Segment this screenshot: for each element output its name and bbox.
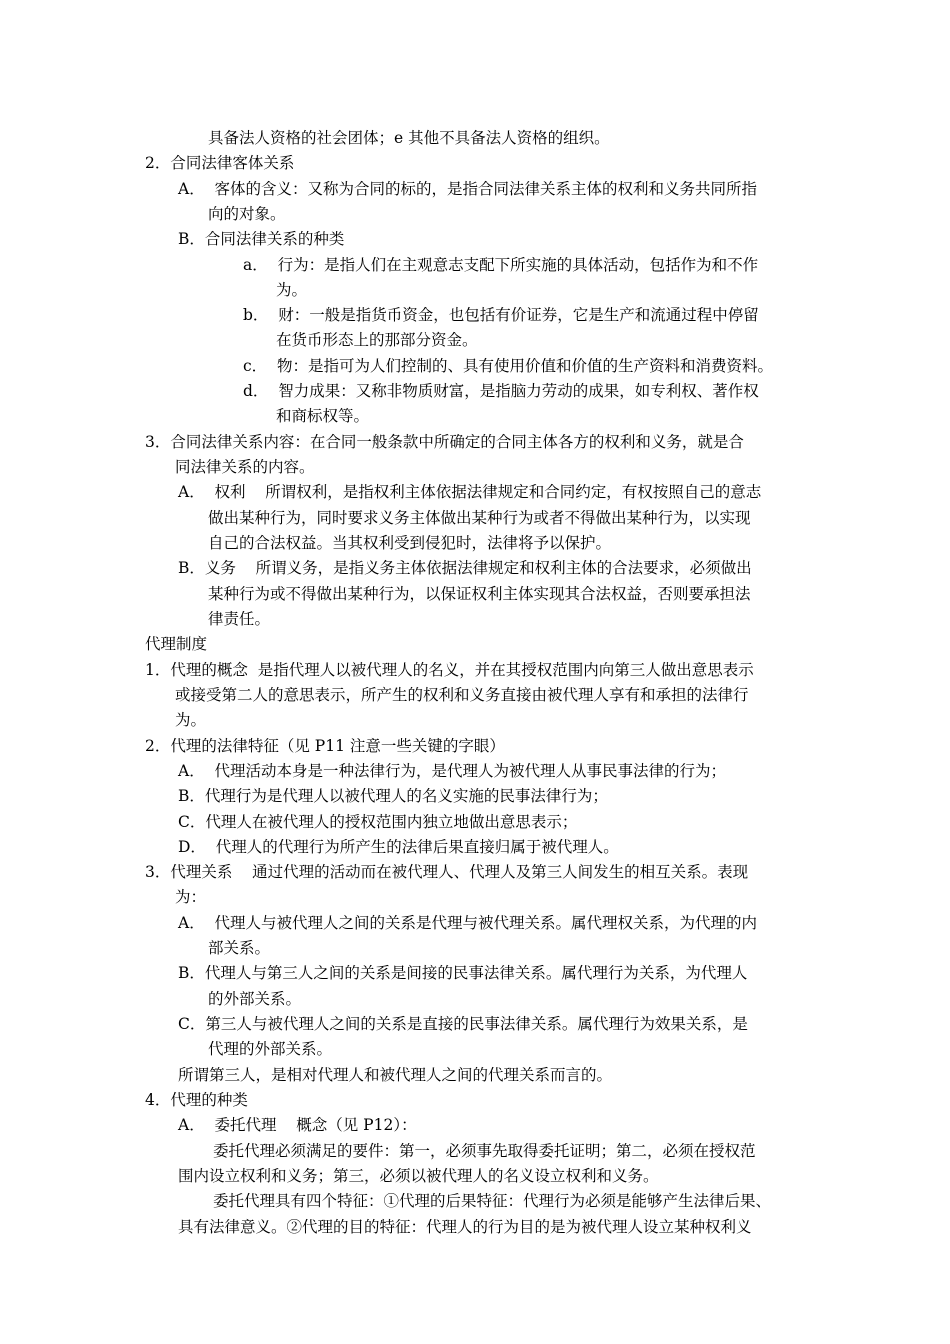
chapter-heading: 代理制度 bbox=[145, 635, 208, 653]
list-item: D． 代理人的代理行为所产生的法律后果直接归属于被代理人。 bbox=[178, 838, 619, 856]
text-line: 部关系。 bbox=[208, 939, 271, 957]
list-item: A． 委托代理 概念（见 P12）： bbox=[178, 1116, 417, 1134]
text-line: 做出某种行为，同时要求义务主体做出某种行为或者不得做出某种行为，以实现 bbox=[208, 509, 751, 527]
list-item: B．代理行为是代理人以被代理人的名义实施的民事法律行为； bbox=[178, 787, 608, 805]
section-heading: 3．合同法律关系内容：在合同一般条款中所确定的合同主体各方的权利和义务，就是合 bbox=[145, 433, 744, 451]
list-item: C．第三人与被代理人之间的关系是直接的民事法律关系。属代理行为效果关系，是 bbox=[178, 1015, 748, 1033]
text-line: 在货币形态上的那部分资金。 bbox=[276, 331, 478, 349]
list-item: A． 权利 所谓权利，是指权利主体依据法律规定和合同约定，有权按照自己的意志 bbox=[178, 483, 762, 501]
section-heading: 2．代理的法律特征（见 P11 注意一些关键的字眼） bbox=[145, 737, 505, 755]
section-heading: 2．合同法律客体关系 bbox=[145, 154, 295, 172]
text-line: 向的对象。 bbox=[208, 205, 286, 223]
section-heading: 1．代理的概念 是指代理人以被代理人的名义，并在其授权范围内向第三人做出意思表示 bbox=[145, 661, 754, 679]
text-line: 委托代理具有四个特征：①代理的后果特征：代理行为必须是能够产生法律后果、 bbox=[213, 1192, 772, 1210]
list-item: d． 智力成果：又称非物质财富，是指脑力劳动的成果，如专利权、著作权 bbox=[243, 382, 759, 400]
text-line: 为。 bbox=[175, 711, 207, 729]
text-line: 围内设立权利和义务；第三，必须以被代理人的名义设立权利和义务。 bbox=[178, 1167, 659, 1185]
list-item: c． 物：是指可为人们控制的、具有使用价值和价值的生产资料和消费资料。 bbox=[243, 357, 774, 375]
list-item: B．代理人与第三人之间的关系是间接的民事法律关系。属代理行为关系，为代理人 bbox=[178, 964, 748, 982]
text-line: 或接受第二人的意思表示，所产生的权利和义务直接由被代理人享有和承担的法律行 bbox=[175, 686, 749, 704]
text-line: 同法律关系的内容。 bbox=[175, 458, 315, 476]
list-item: B．义务 所谓义务，是指义务主体依据法律规定和权利主体的合法要求，必须做出 bbox=[178, 559, 752, 577]
text-line: 具有法律意义。②代理的目的特征：代理人的行为目的是为被代理人设立某种权利义 bbox=[178, 1218, 752, 1236]
text-line: 的外部关系。 bbox=[208, 990, 302, 1008]
text-line: 为。 bbox=[276, 281, 308, 299]
text-line: 和商标权等。 bbox=[276, 407, 370, 425]
text-line: 某种行为或不得做出某种行为，以保证权利主体实现其合法权益，否则要承担法 bbox=[208, 585, 751, 603]
list-item: A． 客体的含义：又称为合同的标的，是指合同法律关系主体的权利和义务共同所指 bbox=[178, 180, 758, 198]
list-item: A． 代理人与被代理人之间的关系是代理与被代理关系。属代理权关系，为代理的内 bbox=[178, 914, 758, 932]
section-heading: 4．代理的种类 bbox=[145, 1091, 248, 1109]
list-item: b． 财：一般是指货币资金，也包括有价证券，它是生产和流通过程中停留 bbox=[243, 306, 759, 324]
text-line: 律责任。 bbox=[208, 610, 271, 628]
list-item: A． 代理活动本身是一种法律行为，是代理人为被代理人从事民事法律的行为； bbox=[178, 762, 727, 780]
text-line: 自己的合法权益。当其权利受到侵犯时，法律将予以保护。 bbox=[208, 534, 612, 552]
text-line: 代理的外部关系。 bbox=[208, 1040, 333, 1058]
list-item: a． 行为：是指人们在主观意志支配下所实施的具体活动，包括作为和不作 bbox=[243, 256, 759, 274]
section-heading: 3．代理关系 通过代理的活动而在被代理人、代理人及第三人间发生的相互关系。表现 bbox=[145, 863, 749, 881]
text-line: 为： bbox=[175, 888, 207, 906]
text-line: 具备法人资格的社会团体；e 其他不具备法人资格的组织。 bbox=[208, 129, 610, 147]
list-item: B．合同法律关系的种类 bbox=[178, 230, 345, 248]
text-line: 委托代理必须满足的要件：第一，必须事先取得委托证明；第二，必须在授权范 bbox=[213, 1142, 756, 1160]
text-line: 所谓第三人，是相对代理人和被代理人之间的代理关系而言的。 bbox=[178, 1066, 613, 1084]
list-item: C．代理人在被代理人的授权范围内独立地做出意思表示； bbox=[178, 813, 578, 831]
